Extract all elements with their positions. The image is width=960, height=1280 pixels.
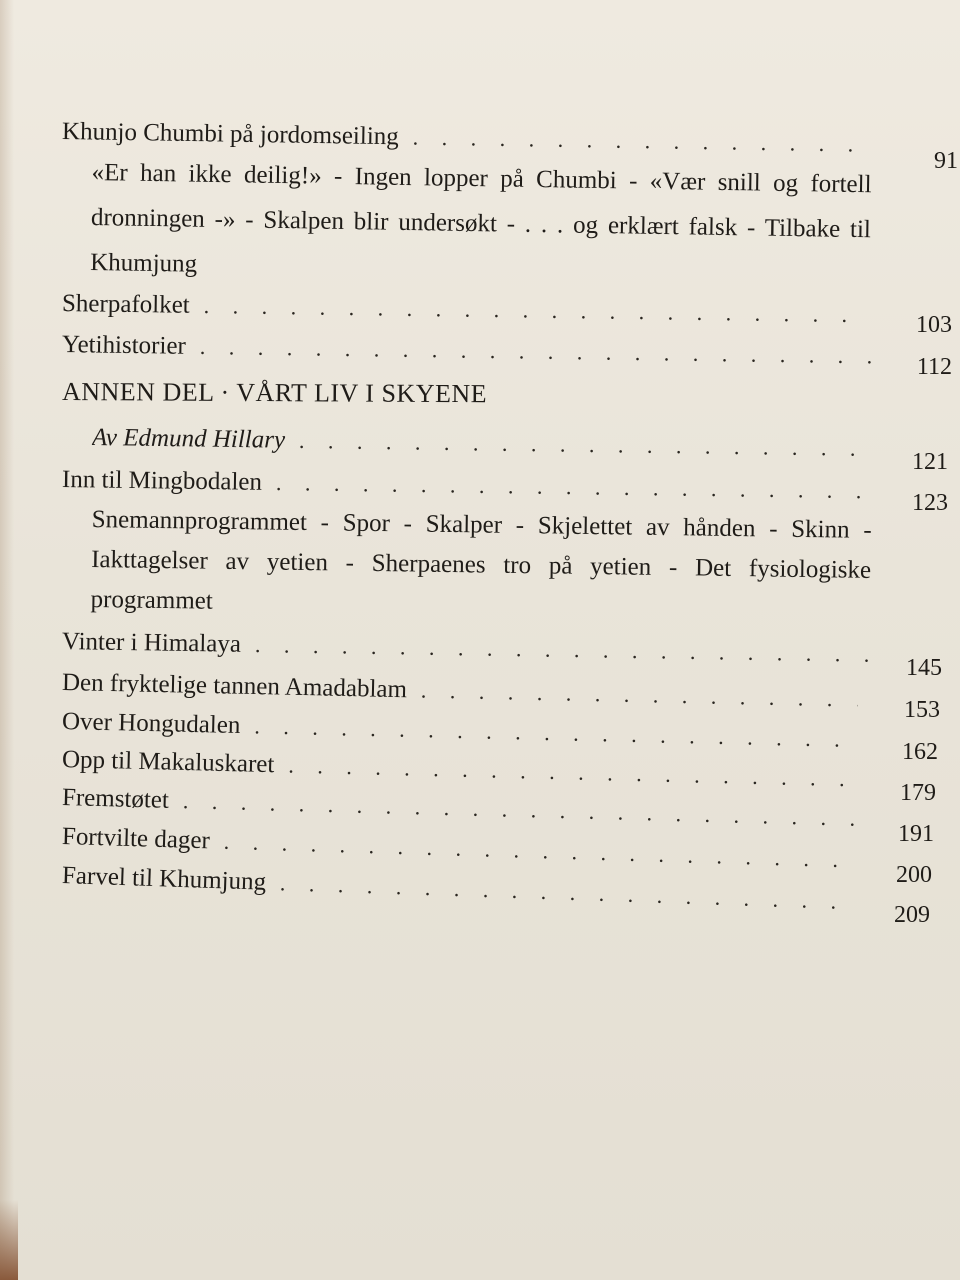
page-number: 103: [916, 312, 952, 338]
page-number: 153: [904, 697, 940, 723]
page-number: 121: [912, 449, 948, 475]
toc-entry-title: Farvel til Khumjung: [61, 862, 267, 896]
dot-leader: [255, 625, 873, 675]
toc-entry-title: Fortvilte dager: [61, 823, 211, 855]
toc-entry-title: Den fryktelige tannen Amadablam: [61, 669, 408, 704]
page-number: 123: [912, 490, 948, 516]
page-number: 209: [894, 902, 930, 928]
page-number: 179: [900, 780, 936, 806]
toc-entry-subtopics: Snemannprogrammet - Spor - Skalper - Skjelettet av hånden - Skinn - Iakttagelser av yetien - Sherpaenes tro på yetien - Det fysiologiske programmet: [90, 505, 872, 615]
section-heading: ANNEN DEL · VÅRT LIV I SKYENE: [61, 377, 488, 409]
toc-entry-title: Av Edmund Hillary: [91, 424, 286, 454]
toc-entry-title: Khunjo Chumbi på jordomseiling: [61, 118, 399, 151]
toc-entry-title: Vinter i Himalaya: [61, 628, 242, 658]
page-number: 91: [934, 148, 958, 174]
page-number: 112: [916, 354, 952, 380]
toc-entry-title: Inn til Mingbodalen: [61, 466, 263, 496]
page-number: 162: [902, 739, 938, 765]
toc-entry-title: Fremstøtet: [61, 784, 170, 814]
page-number: 200: [896, 862, 932, 888]
toc-entry-title: Yetihistorier: [61, 331, 187, 360]
toc-entry-title: Sherpafolket: [61, 290, 190, 319]
page-number: 191: [898, 821, 934, 847]
page-number: 145: [906, 655, 942, 681]
toc-entry-subtopics: «Er han ikke deilig!» - Ingen lopper på Chumbi - «Vær snill og fortell dronningen -» - Skalpen blir undersøkt - . . . og erklært falsk - Tilbake til Khumjung: [90, 158, 872, 278]
toc-entry-title: Opp til Makaluskaret: [61, 746, 275, 779]
dot-leader: [299, 421, 872, 469]
dot-leader: [200, 327, 873, 376]
toc-entry-title: Over Hongudalen: [61, 708, 241, 740]
